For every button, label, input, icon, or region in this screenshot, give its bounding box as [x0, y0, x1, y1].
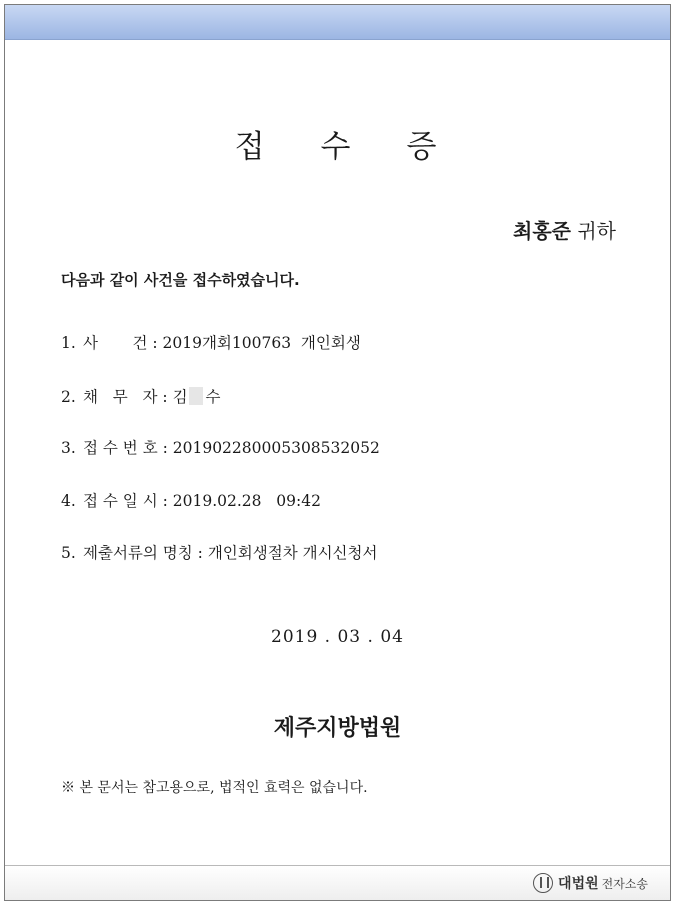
court-emblem-icon	[533, 873, 553, 893]
issue-date: 2019 . 03 . 04	[271, 627, 404, 647]
item-number: 1.	[61, 334, 76, 352]
recipient-name: 최홍준	[513, 219, 571, 243]
notice-text: ※ 본 문서는 참고용으로, 법적인 효력은 없습니다.	[61, 780, 368, 796]
debtor-name-last: 수	[205, 388, 221, 406]
item-number: 5.	[61, 544, 76, 562]
window-header-bar	[5, 5, 670, 40]
item-number: 4.	[61, 492, 76, 510]
item-label: 사 건 :	[83, 334, 163, 352]
item-receipt-datetime	[61, 489, 321, 511]
debtor-name-first: 김	[172, 388, 188, 406]
intro-text: 다음과 같이 사건을 접수하였습니다.	[61, 271, 300, 289]
footer-bar	[5, 865, 670, 900]
title-char: 접	[234, 129, 269, 165]
court-name: 제주지방법원	[273, 716, 402, 741]
item-number: 3.	[61, 439, 76, 457]
recipient-suffix: 귀하	[577, 219, 616, 243]
item-value: 20190228000530853205​2	[172, 439, 380, 457]
title-char: 수	[320, 129, 355, 165]
item-receipt-number	[61, 436, 380, 458]
item-label: 제출서류의 명칭 :	[83, 544, 208, 562]
item-value: 2019.02.28 09:42	[172, 492, 321, 510]
logo-sub-text: 전자소송	[601, 876, 648, 891]
item-number: 2.	[61, 388, 76, 406]
document-frame	[4, 4, 671, 901]
redaction-mask	[189, 387, 203, 405]
item-label: 접 수 번 호 :	[83, 439, 173, 457]
title-char: 증	[406, 129, 441, 165]
item-case	[61, 331, 361, 353]
logo-main-text: 대법원	[558, 876, 599, 892]
footer-logo	[533, 873, 648, 893]
item-debtor	[61, 385, 221, 407]
item-value: 개인회생절차 개시신청서	[207, 544, 378, 562]
item-label: 접 수 일 시 :	[83, 492, 173, 510]
item-label: 채 무 자 :	[83, 388, 173, 406]
document-title	[5, 121, 670, 166]
item-document-name	[61, 541, 377, 563]
item-value: 2019개회100763 개인회생	[162, 334, 361, 352]
recipient	[513, 215, 616, 244]
